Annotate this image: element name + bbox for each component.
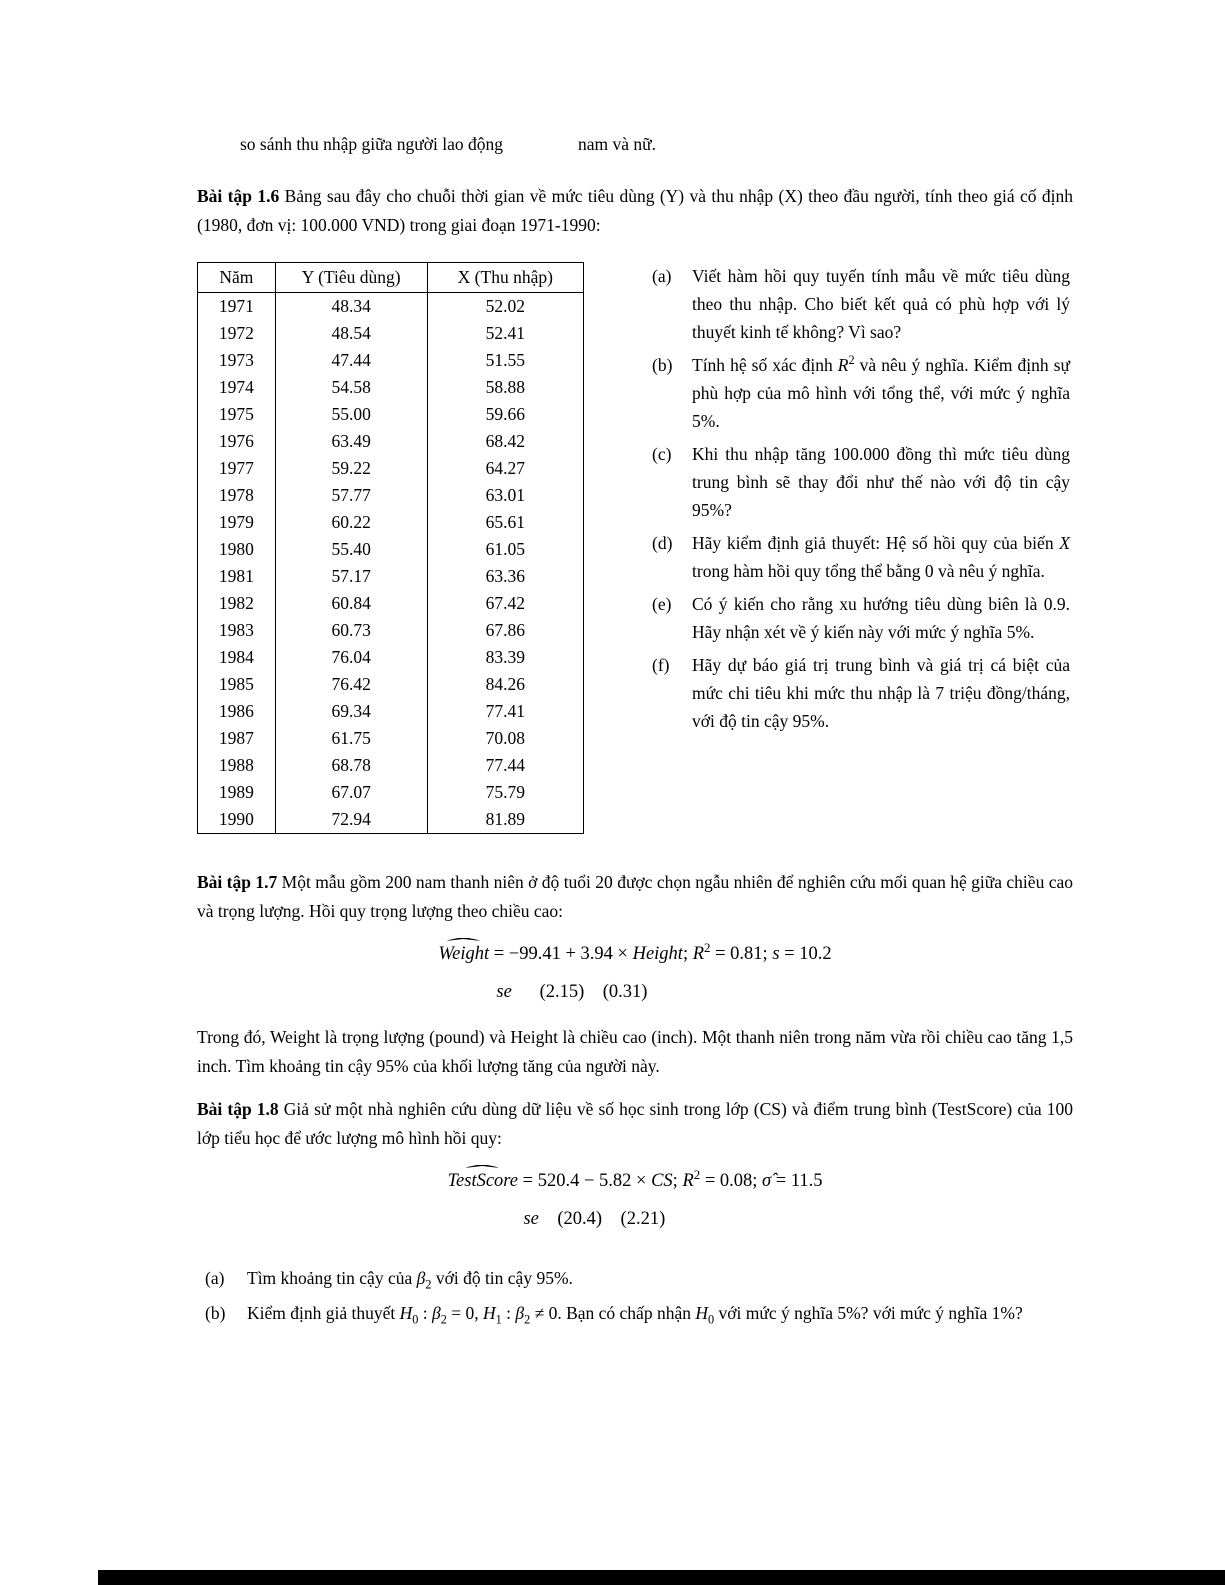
- table-cell: 67.86: [427, 617, 583, 644]
- question-item-a: [205, 1264, 1073, 1293]
- ex18-question-list: [205, 1264, 1073, 1328]
- ex17-intro-text: Một mẫu gồm 200 nam thanh niên ở độ tuổi 20 được chọn ngẫu nhiên để nghiên cứu mối quan hệ giữa chiều cao và trọng lượng. Hồi quy trọng lượng theo chiều cao:: [197, 872, 1073, 921]
- text-token: = −99.41 + 3.94 ×: [489, 944, 633, 964]
- ex16-label: Bài tập 1.6: [197, 186, 280, 206]
- table-cell: 1971: [198, 293, 276, 321]
- text-token: 1: [495, 1312, 502, 1327]
- text-token: 2: [425, 1277, 432, 1292]
- text-token: = 0.08;: [700, 1171, 763, 1191]
- table-row: [198, 455, 584, 482]
- table-cell: 55.40: [275, 536, 427, 563]
- text-token: = 10.2: [779, 944, 832, 964]
- text-token: β: [416, 1268, 426, 1288]
- text-token: Hãy dự báo giá trị trung bình và giá trị cá biệt của mức chi tiêu khi mức thu nhập là 7 triệu đồng/tháng, với độ tin cậy 95%.: [692, 655, 1070, 731]
- table-cell: 60.22: [275, 509, 427, 536]
- text-token: ≠ 0. Bạn có chấp nhận: [530, 1303, 696, 1323]
- table-cell: 84.26: [427, 671, 583, 698]
- text-token: với mức ý nghĩa 5%? với mức ý nghĩa 1%?: [714, 1303, 1023, 1323]
- table-cell: 72.94: [275, 806, 427, 834]
- text-token: = 0,: [446, 1303, 483, 1323]
- table-row: [198, 536, 584, 563]
- table-cell: 54.58: [275, 374, 427, 401]
- table-cell: 59.22: [275, 455, 427, 482]
- table-row: [198, 482, 584, 509]
- table-cell: 63.36: [427, 563, 583, 590]
- text-token: với độ tin cậy 95%.: [431, 1268, 573, 1288]
- question-text: [692, 651, 1070, 735]
- continuation-paragraph: [197, 134, 1073, 155]
- text-token: 2: [524, 1312, 531, 1327]
- table-cell: 65.61: [427, 509, 583, 536]
- ex16-intro-text: Bảng sau đây cho chuỗi thời gian về mức tiêu dùng (Y) và thu nhập (X) theo đầu người, tính theo giá cố định (1980, đơn vị: 100.000 VND) trong giai đoạn 1971-1990:: [197, 186, 1073, 235]
- text-token: β: [432, 1303, 441, 1323]
- ex17-label: Bài tập 1.7: [197, 872, 278, 892]
- table-cell: 1972: [198, 320, 276, 347]
- ex18-intro-paragraph: [197, 1095, 1073, 1153]
- ex17-se-line: [438, 977, 831, 1007]
- text-token: se: [523, 1209, 539, 1229]
- table-row: [198, 374, 584, 401]
- table-cell: 1982: [198, 590, 276, 617]
- text-token: Tính hệ số xác định: [692, 355, 838, 375]
- ex16-body: [197, 262, 1073, 834]
- text-token: R: [692, 944, 705, 964]
- table-row: [198, 644, 584, 671]
- continuation-text-right: nam và nữ.: [578, 134, 657, 154]
- text-token: ˆ TestScore: [447, 1166, 518, 1196]
- question-text: [692, 440, 1070, 524]
- ex17-regression-formula: [438, 939, 831, 1007]
- question-item-b: [205, 1299, 1073, 1328]
- table-cell: 1990: [198, 806, 276, 834]
- table-cell: 70.08: [427, 725, 583, 752]
- table-cell: 47.44: [275, 347, 427, 374]
- table-row: [198, 698, 584, 725]
- text-token: R: [837, 355, 849, 375]
- table-row: [198, 671, 584, 698]
- table-cell: 1974: [198, 374, 276, 401]
- table-cell: 1985: [198, 671, 276, 698]
- question-label: (a): [205, 1268, 225, 1288]
- text-token: Có ý kiến cho rằng xu hướng tiêu dùng biên là 0.9. Hãy nhận xét về ý kiến này với mức ý nghĩa 5%.: [692, 594, 1070, 642]
- question-text: [692, 351, 1070, 435]
- ex16-data-table: [197, 262, 584, 834]
- ex16-intro-paragraph: [197, 182, 1073, 240]
- table-row: [198, 509, 584, 536]
- table-row: [198, 563, 584, 590]
- table-row: [198, 806, 584, 834]
- table-cell: 76.42: [275, 671, 427, 698]
- table-cell: 1973: [198, 347, 276, 374]
- table-cell: 83.39: [427, 644, 583, 671]
- question-label: (b): [652, 355, 673, 375]
- text-token: 2: [693, 1166, 701, 1182]
- ex17-formula-line: [438, 939, 831, 969]
- table-cell: 1989: [198, 779, 276, 806]
- question-item-e: [652, 590, 1070, 646]
- text-token: Viết hàm hồi quy tuyến tính mẫu về mức tiêu dùng theo thu nhập. Cho biết kết quả có phù hợp với lý thuyết kinh tế không? Vì sao?: [692, 266, 1070, 342]
- text-token: H: [399, 1303, 413, 1323]
- question-text: [247, 1264, 1073, 1293]
- table-header-row: [198, 263, 584, 293]
- question-label: (f): [652, 655, 670, 675]
- table-cell: 1976: [198, 428, 276, 455]
- table-cell: 57.77: [275, 482, 427, 509]
- table-cell: 58.88: [427, 374, 583, 401]
- text-token: X: [1059, 533, 1070, 553]
- question-item-d: [652, 529, 1070, 585]
- text-token: :: [418, 1303, 433, 1323]
- text-token: trong hàm hồi quy tổng thể bằng 0 và nêu ý nghĩa.: [692, 561, 1045, 581]
- text-token: Khi thu nhập tăng 100.000 đồng thì mức tiêu dùng trung bình sẽ thay đổi như thế nào với độ tin cậy 95%?: [692, 444, 1070, 520]
- text-token: và nêu ý nghĩa. Kiểm định sự phù hợp của mô hình với tổng thể, với mức ý nghĩa 5%.: [692, 355, 1070, 431]
- scan-artifact-bar: [98, 1570, 1225, 1585]
- ex17-intro-paragraph: [197, 868, 1073, 926]
- text-token: = 0.81;: [710, 944, 773, 964]
- ex18-regression-formula: [447, 1166, 822, 1234]
- table-cell: 60.73: [275, 617, 427, 644]
- table-cell: 76.04: [275, 644, 427, 671]
- table-head: [198, 263, 584, 293]
- table-cell: 61.05: [427, 536, 583, 563]
- text-token: 2: [704, 939, 711, 955]
- table-cell: 57.17: [275, 563, 427, 590]
- question-label: (c): [652, 444, 672, 464]
- table-cell: 1980: [198, 536, 276, 563]
- table-cell: 51.55: [427, 347, 583, 374]
- table-cell: 81.89: [427, 806, 583, 834]
- table-cell: 1975: [198, 401, 276, 428]
- table-row: [198, 752, 584, 779]
- question-text: [247, 1299, 1073, 1328]
- text-token: 2: [848, 353, 855, 368]
- table-cell: 1979: [198, 509, 276, 536]
- text-token: Height: [632, 944, 683, 964]
- text-token: H: [695, 1303, 708, 1323]
- table-cell: 59.66: [427, 401, 583, 428]
- table-cell: 69.34: [275, 698, 427, 725]
- table-header-consumption: Y (Tiêu dùng): [275, 263, 427, 293]
- table-cell: 48.54: [275, 320, 427, 347]
- text-token: H: [482, 1303, 496, 1323]
- table-header-income: X (Thu nhập): [427, 263, 583, 293]
- table-header-year: Năm: [198, 263, 276, 293]
- table-row: [198, 401, 584, 428]
- question-item-a: [652, 262, 1070, 346]
- table-cell: 68.78: [275, 752, 427, 779]
- text-token: (20.4) (2.21): [538, 1209, 666, 1229]
- text-token: 0: [707, 1312, 715, 1327]
- ex18-intro-text: Giả sử một nhà nghiên cứu dùng dữ liệu về số học sinh trong lớp (CS) và điểm trung bình (TestScore) của 100 lớp tiểu học để ước lượng mô hình hồi quy:: [197, 1099, 1073, 1148]
- table-row: [198, 428, 584, 455]
- question-item-c: [652, 440, 1070, 524]
- table-cell: 64.27: [427, 455, 583, 482]
- table-cell: 1987: [198, 725, 276, 752]
- question-label: (a): [652, 266, 672, 286]
- text-token: = 11.5: [771, 1171, 823, 1191]
- table-cell: 1978: [198, 482, 276, 509]
- question-label: (b): [205, 1303, 226, 1323]
- table-cell: 52.41: [427, 320, 583, 347]
- text-token: :: [501, 1303, 516, 1323]
- table-row: [198, 293, 584, 321]
- text-token: ;: [672, 1171, 683, 1191]
- table-row: [198, 590, 584, 617]
- text-token: se: [496, 982, 512, 1002]
- table-cell: 61.75: [275, 725, 427, 752]
- table-cell: 68.42: [427, 428, 583, 455]
- question-text: [692, 590, 1070, 646]
- text-token: ;: [682, 944, 693, 964]
- table-cell: 67.07: [275, 779, 427, 806]
- table-row: [198, 320, 584, 347]
- text-token: R: [682, 1171, 694, 1191]
- text-token: (2.15) (0.31): [511, 982, 648, 1002]
- ex18-formula-line: [447, 1166, 822, 1196]
- table-cell: 55.00: [275, 401, 427, 428]
- text-token: 2: [440, 1312, 447, 1327]
- table-body: [198, 293, 584, 834]
- text-token: CS: [651, 1171, 673, 1191]
- ex16-question-list: [652, 262, 1070, 740]
- text-token: ˆ Weight: [438, 939, 489, 969]
- text-token: s: [772, 944, 780, 964]
- text-token: Tìm khoảng tin cậy của: [247, 1268, 417, 1288]
- table-cell: 77.44: [427, 752, 583, 779]
- question-text: [692, 262, 1070, 346]
- question-text: [692, 529, 1070, 585]
- table-cell: 63.01: [427, 482, 583, 509]
- text-token: Kiểm định giả thuyết: [247, 1303, 400, 1323]
- ex17-outro-paragraph: Trong đó, Weight là trọng lượng (pound) và Height là chiều cao (inch). Một thanh niên trong năm vừa rồi chiều cao tăng 1,5 inch. Tìm khoảng tin cậy 95% của khối lượng tăng của người này.: [197, 1027, 1073, 1076]
- text-token: Hãy kiểm định giả thuyết: Hệ số hồi quy của biến: [692, 533, 1060, 553]
- ex18-label: Bài tập 1.8: [197, 1099, 279, 1119]
- continuation-text-left: so sánh thu nhập giữa người lao động: [240, 134, 503, 154]
- table-cell: 60.84: [275, 590, 427, 617]
- table-cell: 48.34: [275, 293, 427, 321]
- table-cell: 63.49: [275, 428, 427, 455]
- text-token: = 520.4 − 5.82 ×: [518, 1171, 652, 1191]
- table-cell: 1988: [198, 752, 276, 779]
- table-cell: 75.79: [427, 779, 583, 806]
- table-cell: 1977: [198, 455, 276, 482]
- table-cell: 77.41: [427, 698, 583, 725]
- question-label: (d): [652, 533, 673, 553]
- table-cell: 1981: [198, 563, 276, 590]
- table-cell: 52.02: [427, 293, 583, 321]
- table-row: [198, 617, 584, 644]
- table-row: [198, 725, 584, 752]
- text-token: 0: [412, 1312, 419, 1327]
- text-token: σ̂: [762, 1171, 772, 1191]
- question-label: (e): [652, 594, 672, 614]
- table-cell: 1986: [198, 698, 276, 725]
- text-token: β: [515, 1303, 525, 1323]
- ex18-se-line: [447, 1204, 822, 1234]
- table-row: [198, 347, 584, 374]
- table-cell: 1984: [198, 644, 276, 671]
- table-cell: 67.42: [427, 590, 583, 617]
- table-row: [198, 779, 584, 806]
- table-cell: 1983: [198, 617, 276, 644]
- question-item-f: [652, 651, 1070, 735]
- question-item-b: [652, 351, 1070, 435]
